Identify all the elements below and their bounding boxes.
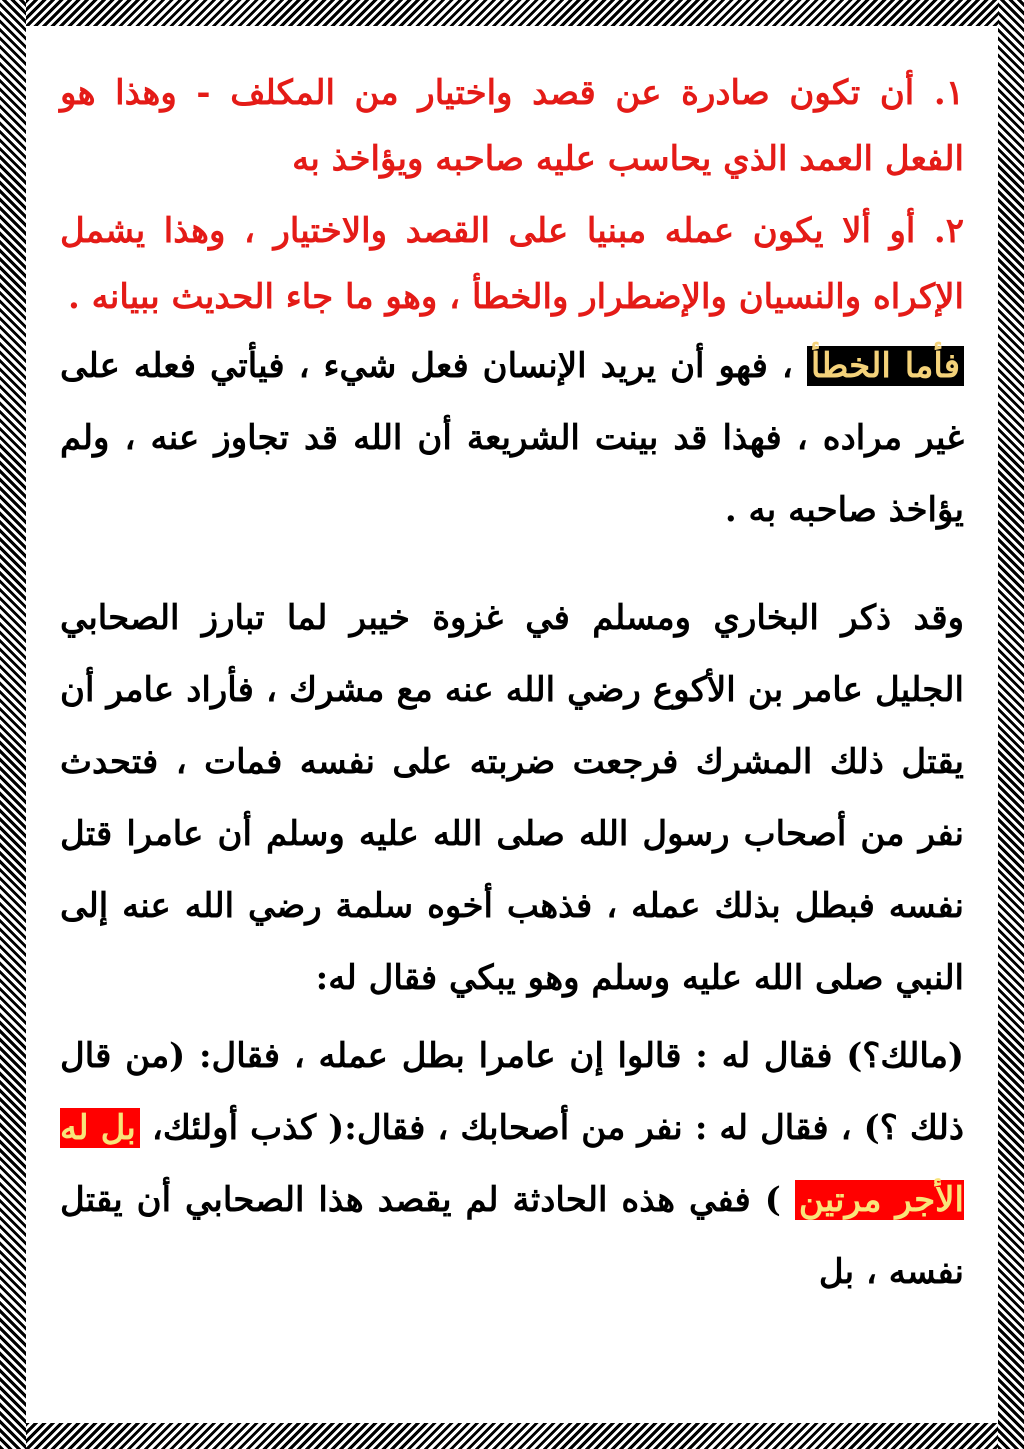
decorative-border-left — [0, 0, 26, 1449]
document-content — [60, 60, 964, 1308]
list-item-1: ١. أن تكون صادرة عن قصد واختيار من المكلف - وهذا هو الفعل العمد الذي يحاسب عليه صاحبه ويؤاخذ به — [60, 73, 964, 179]
paragraph-hadith-story: وقد ذكر البخاري ومسلم في غزوة خيبر لما تبارز الصحابي الجليل عامر بن الأكوع رضي الله عنه مع مشرك ، فأراد عامر أن يقتل ذلك المشرك فرجعت ضربته على نفسه فمات ، فتحدث نفر من أصحاب رسول الله صلى الله عليه وسلم أن عامرا قتل نفسه فبطل بذلك عمله ، فذهب أخوه سلمة رضي الله عنه إلى النبي صلى الله عليه وسلم وهو يبكي فقال له: — [60, 598, 964, 998]
highlighted-term: فأما الخطأ — [807, 346, 964, 386]
dialogue-text-before: (مالك؟) فقال له : قالوا إن عامرا بطل عمله ، فقال: (من قال ذلك ؟) ، فقال له : نفر من أصحابك ، فقال:( كذب أولئك، — [60, 1036, 964, 1148]
dialogue-text-after: ) ففي هذه الحادثة لم يقصد هذا الصحابي أن يقتل نفسه ، بل — [60, 1180, 964, 1292]
paragraph-text: ، فهو أن يريد الإنسان فعل شيء ، فيأتي فعله على غير مراده ، فهذا قد بينت الشريعة أن الله قد تجاوز عنه ، ولم يؤاخذ صاحبه به . — [60, 346, 964, 530]
decorative-border-right — [998, 0, 1024, 1449]
paragraph-hadith-dialogue — [60, 1020, 964, 1308]
paragraph-error-definition — [60, 330, 964, 546]
decorative-border-top — [0, 0, 1024, 26]
list-item-2: ٢. أو ألا يكون عمله مبنيا على القصد والاختيار ، وهذا يشمل الإكراه والنسيان والإضطرار والخطأ ، وهو ما جاء الحديث ببيانه . — [60, 211, 964, 317]
highlighted-quote: بل له الأجر مرتين — [60, 1108, 965, 1220]
decorative-border-bottom — [0, 1423, 1024, 1449]
